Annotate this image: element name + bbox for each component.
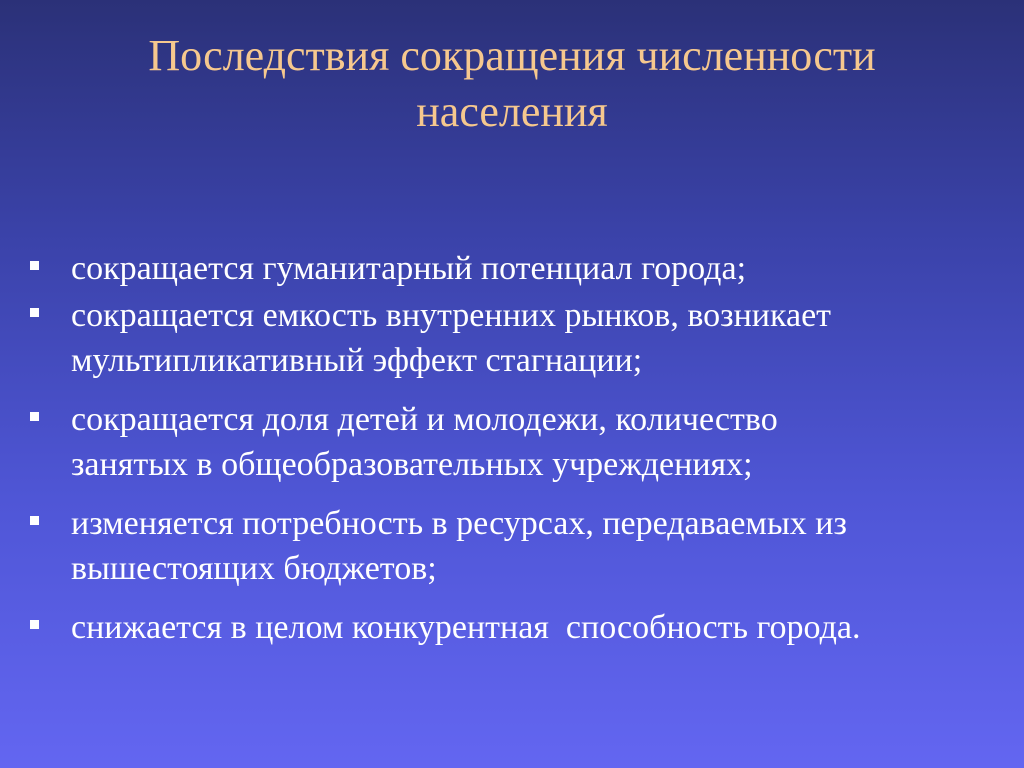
slide-title-line-2: населения (416, 87, 608, 136)
bullet-text-line: снижается в целом конкурентная способность города. (71, 609, 861, 646)
bullet-text-line: сокращается емкость внутренних рынков, возникает (71, 297, 832, 334)
square-bullet-icon (30, 261, 39, 270)
bullet-text-line: вышестоящих бюджетов; (71, 550, 437, 587)
square-bullet-icon (30, 412, 39, 421)
bullet-text-line: мультипликативный эффект стагнации; (71, 342, 643, 379)
bullet-item-children-youth-share (28, 397, 1008, 487)
square-bullet-icon (30, 308, 39, 317)
bullet-item-resource-needs (28, 501, 1008, 591)
bullet-text-line: сокращается доля детей и молодежи, количество (71, 401, 778, 438)
bullet-text-line: сокращается гуманитарный потенциал города; (71, 250, 747, 287)
bullet-text-line: изменяется потребность в ресурсах, передаваемых из (71, 505, 847, 542)
bullet-item-market-capacity (28, 293, 1008, 383)
bullet-text-line: занятых в общеобразовательных учреждениях; (71, 446, 753, 483)
slide-title (40, 28, 984, 140)
square-bullet-icon (30, 620, 39, 629)
bullet-list (28, 246, 1008, 650)
bullet-item-humanitarian-potential (28, 246, 1008, 291)
square-bullet-icon (30, 516, 39, 525)
bullet-item-competitiveness (28, 605, 1008, 650)
slide-title-line-1: Последствия сокращения численности (148, 31, 876, 80)
